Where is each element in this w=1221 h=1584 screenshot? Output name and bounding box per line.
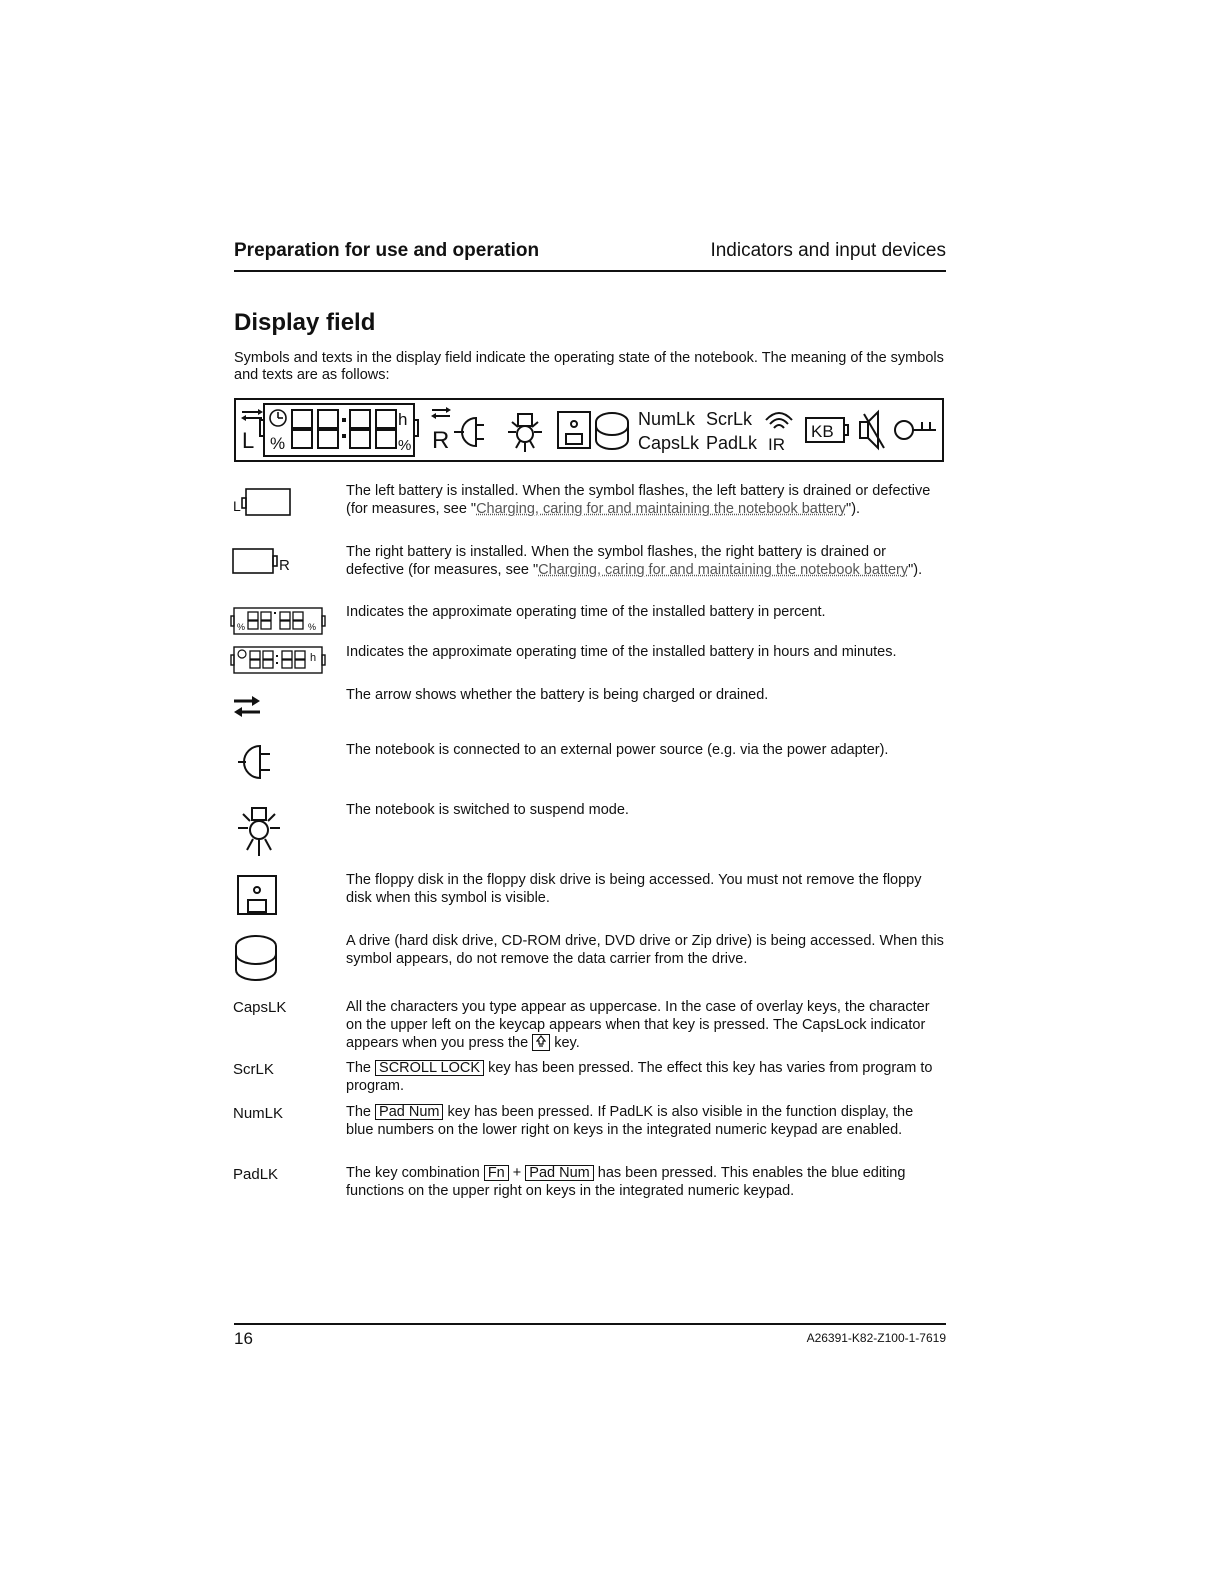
floppy-icon bbox=[230, 872, 280, 918]
pad-num-keycap: Pad Num bbox=[375, 1104, 443, 1120]
section-title: Preparation for use and operation bbox=[234, 240, 540, 261]
seven-segment-digits bbox=[292, 410, 396, 448]
padlk-description: The key combination Fn + Pad Num has been pressed. This enables the blue editing functions on the upper right on keys in the integrated numeric keypad. bbox=[346, 1165, 906, 1199]
page-title: Display field bbox=[234, 309, 376, 336]
caps-lock-key-icon bbox=[532, 1034, 550, 1051]
hours-time-description: Indicates the approximate operating time of the installed battery in hours and minutes. bbox=[346, 644, 897, 660]
capslk-term: CapsLK bbox=[233, 999, 287, 1016]
pad-num-keycap: Pad Num bbox=[525, 1165, 593, 1181]
svg-text:%: % bbox=[308, 622, 317, 632]
document-number: A26391-K82-Z100-1-7619 bbox=[806, 1331, 946, 1345]
charge-arrow-description: The arrow shows whether the battery is being charged or drained. bbox=[346, 687, 769, 703]
suspend-description: The notebook is switched to suspend mode. bbox=[346, 802, 629, 818]
right-battery-icon-letter: R bbox=[279, 557, 290, 574]
charge-arrow-icon bbox=[431, 407, 451, 419]
battery-care-link[interactable]: Charging, caring for and maintaining the notebook battery bbox=[476, 500, 847, 517]
svg-text:h: h bbox=[310, 652, 317, 664]
keyboard-indicator: KB bbox=[811, 422, 834, 441]
battery-hours-icon bbox=[230, 645, 330, 675]
scrlk-term: ScrLK bbox=[233, 1061, 274, 1078]
mute-icon bbox=[860, 412, 884, 448]
scrlk-description: The SCROLL LOCK key has been pressed. The effect this key has varies from program to program. bbox=[346, 1060, 933, 1094]
left-battery-icon-letter: L bbox=[233, 498, 241, 514]
padlk-indicator: PadLk bbox=[706, 433, 758, 453]
right-battery-letter: R bbox=[432, 427, 450, 454]
svg-text:%: % bbox=[237, 622, 246, 632]
drive-description: A drive (hard disk drive, CD-ROM drive, DVD drive or Zip drive) is being accessed. When this symbol appears, do not remove the data carrier from the drive. bbox=[346, 933, 944, 967]
percent-sign-right: % bbox=[398, 437, 412, 454]
floppy-description: The floppy disk in the floppy disk drive is being accessed. You must not remove the floppy disk when this symbol is visible. bbox=[346, 872, 922, 906]
infrared-indicator: IR bbox=[768, 435, 785, 454]
battery-left-icon bbox=[230, 486, 294, 516]
numlk-term: NumLK bbox=[233, 1105, 284, 1122]
scroll-lock-keycap: SCROLL LOCK bbox=[375, 1060, 484, 1076]
power-plug-icon bbox=[454, 418, 484, 446]
wireless-icon bbox=[766, 413, 792, 428]
battery-percent-icon bbox=[230, 606, 330, 636]
fn-keycap: Fn bbox=[484, 1165, 509, 1181]
page-number: 16 bbox=[234, 1329, 253, 1348]
percent-sign-left: % bbox=[270, 434, 286, 453]
charge-arrow-icon bbox=[230, 692, 270, 722]
running-header bbox=[234, 240, 946, 272]
power-plug-icon bbox=[230, 738, 280, 788]
drive-icon bbox=[230, 932, 280, 984]
suspend-icon bbox=[230, 804, 290, 860]
left-battery-description: The left battery is installed. When the symbol flashes, the left battery is drained or defective (for measures, see "Charging, caring for and maintaining the notebook battery"). bbox=[346, 483, 931, 517]
right-battery-description: The right battery is installed. When the symbol flashes, the right battery is drained or defective (for measures, see "Charging, caring for and maintaining the notebook battery"). bbox=[346, 544, 923, 578]
drive-icon bbox=[596, 413, 628, 449]
capslk-description: All the characters you type appear as uppercase. In the case of overlay keys, the character on the upper left on the keycap appears when that key is pressed. The CapsLock indicator appears when you press the key. bbox=[346, 999, 930, 1051]
hours-unit: h bbox=[398, 410, 408, 429]
topic-title: Indicators and input devices bbox=[710, 240, 946, 261]
percent-time-description: Indicates the approximate operating time of the installed battery in percent. bbox=[346, 604, 826, 620]
power-plug-description: The notebook is connected to an external power source (e.g. via the power adapter). bbox=[346, 742, 889, 758]
numlk-description: The Pad Num key has been pressed. If PadLK is also visible in the function display, the blue numbers on the lower right on keys in the integrated numeric keypad are enabled. bbox=[346, 1104, 914, 1138]
scrlk-indicator: ScrLk bbox=[706, 409, 753, 429]
display-field-strip bbox=[234, 398, 944, 462]
clock-icon bbox=[270, 410, 286, 426]
battery-right-icon bbox=[230, 546, 294, 578]
suspend-icon bbox=[508, 414, 542, 452]
padlk-term: PadLK bbox=[233, 1166, 279, 1183]
intro-paragraph: Symbols and texts in the display field indicate the operating state of the notebook. The meaning of the symbols and texts are as follows: bbox=[234, 350, 944, 383]
numlk-indicator: NumLk bbox=[638, 409, 696, 429]
page-footer bbox=[234, 1323, 946, 1349]
battery-care-link[interactable]: Charging, caring for and maintaining the notebook battery bbox=[538, 561, 909, 578]
key-lock-icon bbox=[895, 421, 936, 439]
capslk-indicator: CapsLk bbox=[638, 433, 700, 453]
floppy-icon bbox=[558, 412, 590, 448]
left-battery-letter: L bbox=[242, 428, 255, 453]
